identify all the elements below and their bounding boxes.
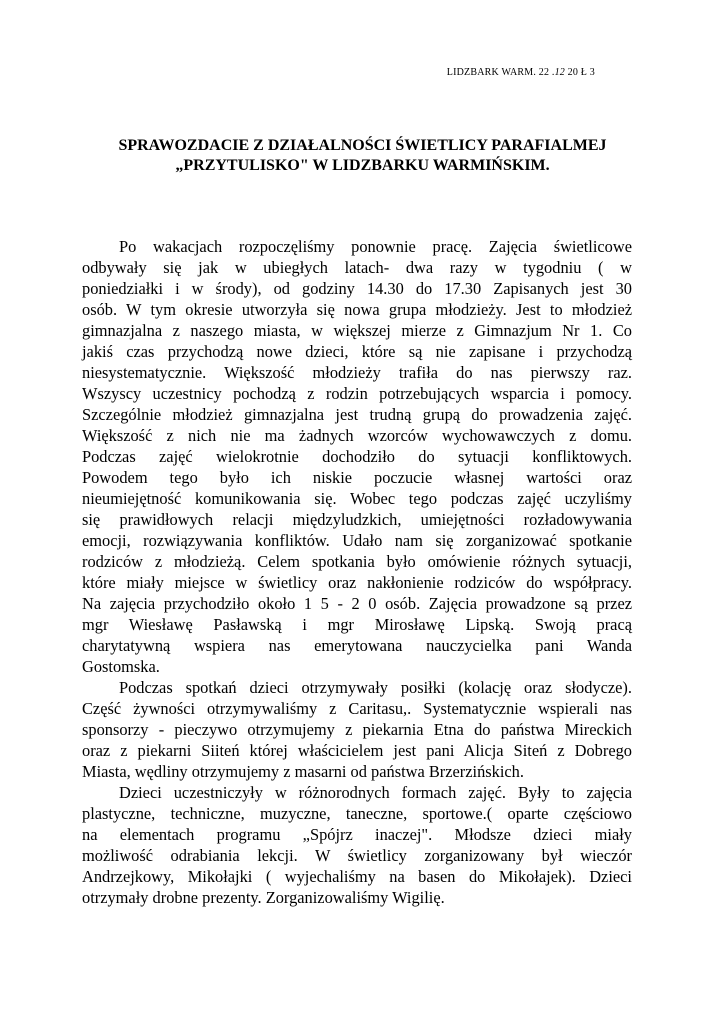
document-reference [447, 67, 595, 78]
text-line: charytatywną wspiera nas emerytowana nauczycielka pani Wanda [82, 636, 632, 655]
text-line: Dzieci uczestniczyły w różnorodnych formach zajęć. Były to zajęcia [119, 783, 632, 802]
paragraph [82, 236, 632, 677]
text-line: Większość z nich nie ma żadnych wzorców wychowawczych z domu. [82, 426, 632, 445]
text-line: plastyczne, techniczne, muzyczne, taneczne, sportowe.( oparte częściowo [82, 804, 632, 823]
text-line: mgr Wiesławę Pasławską i mgr Mirosławę Lipską. Swoją pracą [82, 615, 632, 634]
text-line: gimnazjalna z naszego miasta, w większej mierze z Gimnazjum Nr 1. Co [82, 321, 632, 340]
text-line: Gostomska. [82, 657, 160, 676]
reference-italic: 12 [554, 67, 565, 78]
document-title [80, 136, 645, 176]
text-line: rodziców z młodzieżą. Celem spotkania było omówienie różnych sytuacji, [82, 552, 632, 571]
text-line: Andrzejkowy, Mikołajki ( wyjechaliśmy na basen do Mikołajek). Dzieci [82, 867, 632, 886]
title-line-2: „PRZYTULISKO" W LIDZBARKU WARMIŃSKIM. [175, 157, 550, 174]
text-line: Po wakacjach rozpoczęliśmy ponownie pracę. Zajęcia świetlicowe [119, 237, 632, 256]
text-line: odbywały się jak w ubiegłych latach- dwa razy w tygodniu ( w [82, 258, 632, 277]
text-line: Podczas zajęć wielokrotnie dochodziło do sytuacji konfliktowych. [82, 447, 632, 466]
text-line: jakiś czas przychodzą nowe dzieci, które są nie zapisane i przychodzą [82, 342, 632, 361]
text-line: Wszyscy uczestnicy pochodzą z rodzin potrzebujących wsparcia i pomocy. [82, 384, 632, 403]
text-line: Część żywności otrzymywaliśmy z Caritasu,. Systematycznie wspierali nas [82, 699, 632, 718]
text-line: niesystematycznie. Większość młodzieży trafiła do nas pierwszy raz. [82, 363, 632, 382]
text-line: oraz z piekarni Siiteń której właścicielem jest pani Alicja Siteń z Dobrego [82, 741, 632, 760]
text-line: się prawidłowych relacji międzyludzkich, umiejętności rozładowywania [82, 510, 632, 529]
text-line: które miały miejsce w świetlicy oraz nakłonienie rodziców do współpracy. [82, 573, 632, 592]
text-line: sponsorzy - pieczywo otrzymujemy z piekarnia Etna do państwa Mireckich [82, 720, 632, 739]
paragraph [82, 782, 632, 908]
reference-main: LIDZBARK WARM. 22 . [446, 67, 555, 78]
text-line: Szczególnie młodzież gimnazjalna jest trudną grupą do prowadzenia zajęć. [82, 405, 632, 424]
text-line: poniedziałki i w środy), od godziny 14.30 do 17.30 Zapisanych jest 30 [82, 279, 632, 298]
text-line: nieumiejętność komunikowania się. Wobec tego podczas zajęć uczyliśmy [82, 489, 632, 508]
text-line: możliwość odrabiania lekcji. W świetlicy zorganizowany był wieczór [82, 846, 632, 865]
paragraph [82, 677, 632, 782]
text-line: Powodem tego było ich niskie poczucie własnej wartości oraz [82, 468, 632, 487]
text-line: emocji, rozwiązywania konfliktów. Udało nam się zorganizować spotkanie [82, 531, 632, 550]
text-line: Podczas spotkań dzieci otrzymywały posiłki (kolację oraz słodycze). [119, 678, 632, 697]
text-line: Na zajęcia przychodziło około 1 5 - 2 0 osób. Zajęcia prowadzone są przez [82, 594, 632, 613]
title-line-1: SPRAWOZDACIE Z DZIAŁALNOŚCI ŚWIETLICY PARAFIALMEJ [118, 137, 607, 154]
text-line: na elementach programu „Spójrz inaczej". Młodsze dzieci miały [82, 825, 632, 844]
text-line: Miasta, wędliny otrzymujemy z masarni od państwa Brzerzińskich. [82, 762, 524, 781]
reference-tail: 20 Ł 3 [564, 67, 595, 78]
document-body [82, 236, 632, 908]
text-line: otrzymały drobne prezenty. Zorganizowaliśmy Wigilię. [82, 888, 445, 907]
text-line: osób. W tym okresie utworzyła się nowa grupa młodzieży. Jest to młodzież [82, 300, 632, 319]
